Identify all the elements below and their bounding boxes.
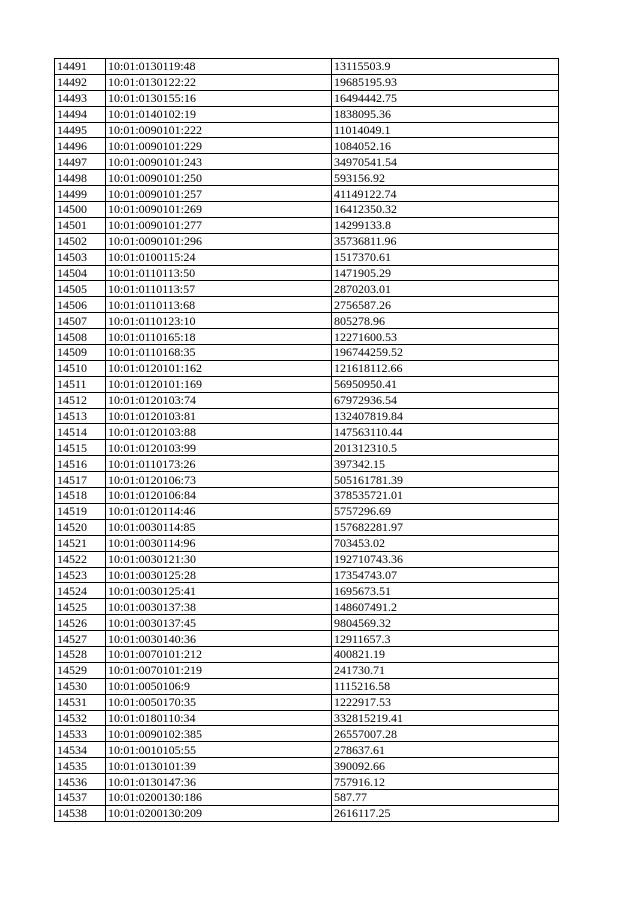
row-number-cell: 14499 xyxy=(55,186,106,202)
cadastral-number-cell: 10:01:0010105:55 xyxy=(106,742,332,758)
row-number-cell: 14515 xyxy=(55,440,106,456)
cadastral-number-cell: 10:01:0200130:209 xyxy=(106,805,332,821)
cadastral-number-cell: 10:01:0030121:30 xyxy=(106,551,332,567)
cadastral-number-cell: 10:01:0120101:169 xyxy=(106,376,332,392)
cadastral-number-cell: 10:01:0110123:10 xyxy=(106,313,332,329)
cadastral-number-cell: 10:01:0030125:28 xyxy=(106,567,332,583)
value-cell: 241730.71 xyxy=(332,662,559,678)
row-number-cell: 14500 xyxy=(55,202,106,218)
value-cell: 67972936.54 xyxy=(332,392,559,408)
value-cell: 17354743.07 xyxy=(332,567,559,583)
value-cell: 157682281.97 xyxy=(332,519,559,535)
table-row xyxy=(55,503,559,519)
value-cell: 2616117.25 xyxy=(332,805,559,821)
table-row xyxy=(55,186,559,202)
cadastral-number-cell: 10:01:0140102:19 xyxy=(106,106,332,122)
value-cell: 2870203.01 xyxy=(332,281,559,297)
table-row xyxy=(55,59,559,75)
row-number-cell: 14522 xyxy=(55,551,106,567)
cadastral-number-cell: 10:01:0110113:57 xyxy=(106,281,332,297)
cadastral-number-cell: 10:01:0120106:84 xyxy=(106,488,332,504)
value-cell: 5757296.69 xyxy=(332,503,559,519)
row-number-cell: 14525 xyxy=(55,599,106,615)
row-number-cell: 14536 xyxy=(55,774,106,790)
cadastral-number-cell: 10:01:0090101:222 xyxy=(106,122,332,138)
cadastral-number-cell: 10:01:0090101:257 xyxy=(106,186,332,202)
table-row xyxy=(55,249,559,265)
row-number-cell: 14527 xyxy=(55,631,106,647)
value-cell: 378535721.01 xyxy=(332,488,559,504)
table-row xyxy=(55,90,559,106)
value-cell: 34970541.54 xyxy=(332,154,559,170)
table-row xyxy=(55,646,559,662)
table-row xyxy=(55,805,559,821)
row-number-cell: 14493 xyxy=(55,90,106,106)
cadastral-number-cell: 10:01:0110113:68 xyxy=(106,297,332,313)
value-cell: 56950950.41 xyxy=(332,376,559,392)
table-row xyxy=(55,217,559,233)
value-cell: 19685195.93 xyxy=(332,74,559,90)
table-row xyxy=(55,535,559,551)
cadastral-number-cell: 10:01:0120103:81 xyxy=(106,408,332,424)
cadastral-number-cell: 10:01:0130155:16 xyxy=(106,90,332,106)
cadastral-number-cell: 10:01:0090101:229 xyxy=(106,138,332,154)
cadastral-number-cell: 10:01:0030137:38 xyxy=(106,599,332,615)
value-cell: 13115503.9 xyxy=(332,59,559,75)
row-number-cell: 14507 xyxy=(55,313,106,329)
table-row xyxy=(55,678,559,694)
row-number-cell: 14491 xyxy=(55,59,106,75)
value-cell: 192710743.36 xyxy=(332,551,559,567)
table-row xyxy=(55,345,559,361)
table-row xyxy=(55,488,559,504)
value-cell: 1115216.58 xyxy=(332,678,559,694)
cadastral-number-cell: 10:01:0030114:96 xyxy=(106,535,332,551)
table-row xyxy=(55,170,559,186)
cadastral-number-cell: 10:01:0050170:35 xyxy=(106,694,332,710)
table-row xyxy=(55,599,559,615)
value-cell: 16494442.75 xyxy=(332,90,559,106)
row-number-cell: 14512 xyxy=(55,392,106,408)
row-number-cell: 14513 xyxy=(55,408,106,424)
cadastral-number-cell: 10:01:0130147:36 xyxy=(106,774,332,790)
row-number-cell: 14492 xyxy=(55,74,106,90)
table-row xyxy=(55,456,559,472)
row-number-cell: 14531 xyxy=(55,694,106,710)
row-number-cell: 14521 xyxy=(55,535,106,551)
cadastral-number-cell: 10:01:0110168:35 xyxy=(106,345,332,361)
cadastral-number-cell: 10:01:0090101:277 xyxy=(106,217,332,233)
value-cell: 132407819.84 xyxy=(332,408,559,424)
value-cell: 9804569.32 xyxy=(332,615,559,631)
table-row xyxy=(55,74,559,90)
table-row xyxy=(55,376,559,392)
table-row xyxy=(55,281,559,297)
table-row xyxy=(55,360,559,376)
value-cell: 805278.96 xyxy=(332,313,559,329)
cadastral-number-cell: 10:01:0090101:296 xyxy=(106,233,332,249)
row-number-cell: 14518 xyxy=(55,488,106,504)
value-cell: 201312310.5 xyxy=(332,440,559,456)
row-number-cell: 14519 xyxy=(55,503,106,519)
value-cell: 148607491.2 xyxy=(332,599,559,615)
value-cell: 16412350.32 xyxy=(332,202,559,218)
value-cell: 12271600.53 xyxy=(332,329,559,345)
row-number-cell: 14508 xyxy=(55,329,106,345)
table-row xyxy=(55,202,559,218)
row-number-cell: 14538 xyxy=(55,805,106,821)
table-row xyxy=(55,297,559,313)
cadastral-number-cell: 10:01:0090102:385 xyxy=(106,726,332,742)
table-row xyxy=(55,106,559,122)
value-cell: 11014049.1 xyxy=(332,122,559,138)
table-row xyxy=(55,392,559,408)
row-number-cell: 14506 xyxy=(55,297,106,313)
value-cell: 757916.12 xyxy=(332,774,559,790)
value-cell: 26557007.28 xyxy=(332,726,559,742)
table-row xyxy=(55,138,559,154)
cadastral-number-cell: 10:01:0110165:18 xyxy=(106,329,332,345)
value-cell: 1695673.51 xyxy=(332,583,559,599)
cadastral-number-cell: 10:01:0120103:99 xyxy=(106,440,332,456)
value-cell: 1517370.61 xyxy=(332,249,559,265)
cadastral-number-cell: 10:01:0030137:45 xyxy=(106,615,332,631)
cadastral-number-cell: 10:01:0130101:39 xyxy=(106,758,332,774)
cadastral-number-cell: 10:01:0120103:74 xyxy=(106,392,332,408)
row-number-cell: 14505 xyxy=(55,281,106,297)
table-row xyxy=(55,774,559,790)
table-row xyxy=(55,662,559,678)
table-row xyxy=(55,329,559,345)
value-cell: 332815219.41 xyxy=(332,710,559,726)
value-cell: 1838095.36 xyxy=(332,106,559,122)
table-row xyxy=(55,758,559,774)
row-number-cell: 14511 xyxy=(55,376,106,392)
table-row xyxy=(55,408,559,424)
data-table xyxy=(54,58,559,822)
value-cell: 41149122.74 xyxy=(332,186,559,202)
row-number-cell: 14501 xyxy=(55,217,106,233)
table-row xyxy=(55,313,559,329)
cadastral-number-cell: 10:01:0120103:88 xyxy=(106,424,332,440)
value-cell: 593156.92 xyxy=(332,170,559,186)
row-number-cell: 14503 xyxy=(55,249,106,265)
cadastral-number-cell: 10:01:0090101:250 xyxy=(106,170,332,186)
cadastral-number-cell: 10:01:0120114:46 xyxy=(106,503,332,519)
row-number-cell: 14535 xyxy=(55,758,106,774)
value-cell: 2756587.26 xyxy=(332,297,559,313)
cadastral-number-cell: 10:01:0100115:24 xyxy=(106,249,332,265)
value-cell: 505161781.39 xyxy=(332,472,559,488)
row-number-cell: 14509 xyxy=(55,345,106,361)
row-number-cell: 14523 xyxy=(55,567,106,583)
value-cell: 703453.02 xyxy=(332,535,559,551)
table-row xyxy=(55,424,559,440)
table-row xyxy=(55,265,559,281)
table-row xyxy=(55,233,559,249)
value-cell: 147563110.44 xyxy=(332,424,559,440)
value-cell: 278637.61 xyxy=(332,742,559,758)
table-row xyxy=(55,742,559,758)
row-number-cell: 14516 xyxy=(55,456,106,472)
row-number-cell: 14504 xyxy=(55,265,106,281)
table-row xyxy=(55,583,559,599)
value-cell: 587.77 xyxy=(332,789,559,805)
cadastral-number-cell: 10:01:0090101:243 xyxy=(106,154,332,170)
value-cell: 14299133.8 xyxy=(332,217,559,233)
value-cell: 400821.19 xyxy=(332,646,559,662)
cadastral-number-cell: 10:01:0120101:162 xyxy=(106,360,332,376)
row-number-cell: 14537 xyxy=(55,789,106,805)
cadastral-number-cell: 10:01:0090101:269 xyxy=(106,202,332,218)
table-row xyxy=(55,710,559,726)
row-number-cell: 14532 xyxy=(55,710,106,726)
cadastral-number-cell: 10:01:0050106:9 xyxy=(106,678,332,694)
row-number-cell: 14529 xyxy=(55,662,106,678)
row-number-cell: 14528 xyxy=(55,646,106,662)
table-row xyxy=(55,615,559,631)
row-number-cell: 14502 xyxy=(55,233,106,249)
value-cell: 1471905.29 xyxy=(332,265,559,281)
table-row xyxy=(55,154,559,170)
table-row xyxy=(55,789,559,805)
value-cell: 397342.15 xyxy=(332,456,559,472)
row-number-cell: 14530 xyxy=(55,678,106,694)
value-cell: 121618112.66 xyxy=(332,360,559,376)
value-cell: 196744259.52 xyxy=(332,345,559,361)
row-number-cell: 14526 xyxy=(55,615,106,631)
row-number-cell: 14517 xyxy=(55,472,106,488)
value-cell: 1084052.16 xyxy=(332,138,559,154)
cadastral-number-cell: 10:01:0110173:26 xyxy=(106,456,332,472)
table-row xyxy=(55,631,559,647)
row-number-cell: 14498 xyxy=(55,170,106,186)
cadastral-number-cell: 10:01:0070101:212 xyxy=(106,646,332,662)
cadastral-number-cell: 10:01:0130122:22 xyxy=(106,74,332,90)
cadastral-number-cell: 10:01:0200130:186 xyxy=(106,789,332,805)
row-number-cell: 14533 xyxy=(55,726,106,742)
cadastral-number-cell: 10:01:0110113:50 xyxy=(106,265,332,281)
cadastral-number-cell: 10:01:0180110:34 xyxy=(106,710,332,726)
row-number-cell: 14524 xyxy=(55,583,106,599)
table-row xyxy=(55,519,559,535)
row-number-cell: 14494 xyxy=(55,106,106,122)
value-cell: 12911657.3 xyxy=(332,631,559,647)
table-row xyxy=(55,567,559,583)
row-number-cell: 14510 xyxy=(55,360,106,376)
table-body xyxy=(55,59,559,822)
cadastral-number-cell: 10:01:0130119:48 xyxy=(106,59,332,75)
row-number-cell: 14495 xyxy=(55,122,106,138)
row-number-cell: 14496 xyxy=(55,138,106,154)
value-cell: 35736811.96 xyxy=(332,233,559,249)
row-number-cell: 14534 xyxy=(55,742,106,758)
cadastral-number-cell: 10:01:0030140:36 xyxy=(106,631,332,647)
row-number-cell: 14520 xyxy=(55,519,106,535)
table-row xyxy=(55,440,559,456)
table-row xyxy=(55,726,559,742)
value-cell: 390092.66 xyxy=(332,758,559,774)
table-row xyxy=(55,472,559,488)
row-number-cell: 14497 xyxy=(55,154,106,170)
cadastral-number-cell: 10:01:0030125:41 xyxy=(106,583,332,599)
table-row xyxy=(55,694,559,710)
value-cell: 1222917.53 xyxy=(332,694,559,710)
cadastral-number-cell: 10:01:0070101:219 xyxy=(106,662,332,678)
table-row xyxy=(55,122,559,138)
cadastral-number-cell: 10:01:0120106:73 xyxy=(106,472,332,488)
cadastral-number-cell: 10:01:0030114:85 xyxy=(106,519,332,535)
table-row xyxy=(55,551,559,567)
row-number-cell: 14514 xyxy=(55,424,106,440)
